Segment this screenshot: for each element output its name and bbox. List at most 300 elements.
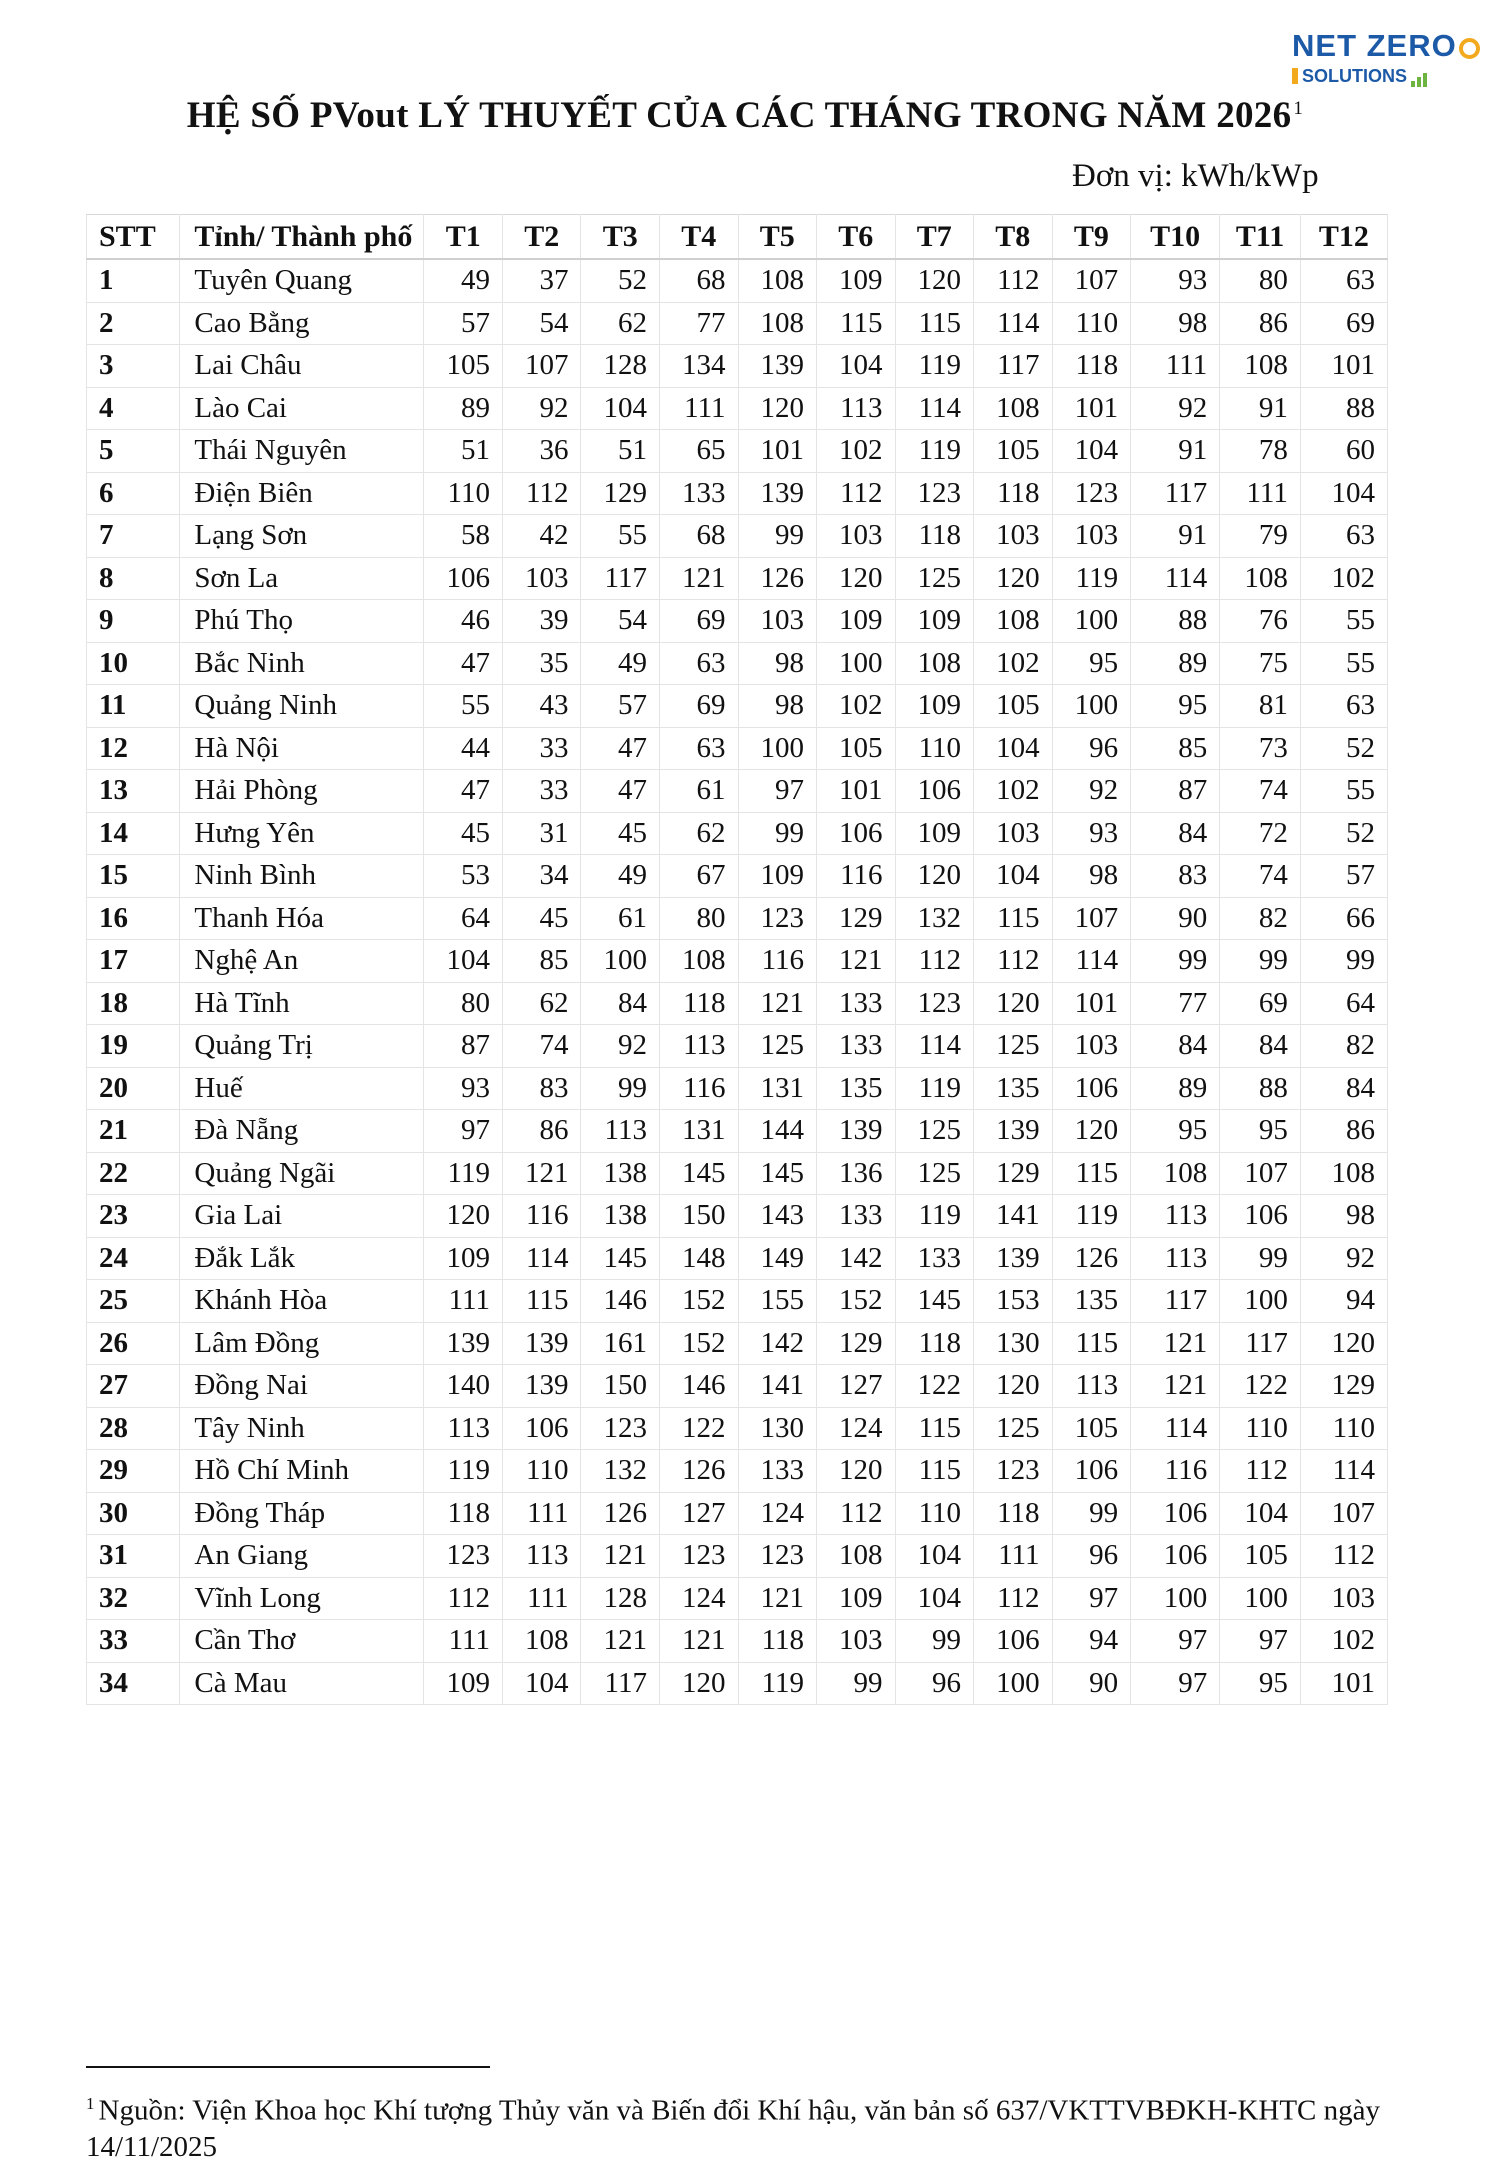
pvout-cell: 45 — [424, 812, 503, 855]
pvout-cell: 150 — [581, 1365, 660, 1408]
pvout-cell: 88 — [1220, 1067, 1301, 1110]
logo-wordmark: NET ZERO — [1292, 28, 1462, 64]
province-name: Đắk Lắk — [180, 1237, 424, 1280]
pvout-cell: 112 — [1220, 1450, 1301, 1493]
pvout-cell: 152 — [659, 1322, 738, 1365]
table-row — [87, 1577, 1388, 1620]
pvout-cell: 120 — [1052, 1110, 1131, 1153]
pvout-cell: 55 — [1300, 642, 1387, 685]
pvout-cell: 104 — [974, 727, 1053, 770]
pvout-cell: 112 — [895, 940, 974, 983]
pvout-cell: 98 — [1300, 1195, 1387, 1238]
province-name: Hải Phòng — [180, 770, 424, 813]
pvout-cell: 115 — [1052, 1152, 1131, 1195]
pvout-cell: 130 — [974, 1322, 1053, 1365]
pvout-cell: 131 — [659, 1110, 738, 1153]
pvout-cell: 127 — [817, 1365, 896, 1408]
pvout-cell: 105 — [1220, 1535, 1301, 1578]
pvout-cell: 145 — [659, 1152, 738, 1195]
pvout-cell: 133 — [817, 1025, 896, 1068]
pvout-cell: 125 — [974, 1025, 1053, 1068]
pvout-cell: 111 — [424, 1280, 503, 1323]
pvout-cell: 139 — [738, 472, 817, 515]
pvout-cell: 103 — [974, 515, 1053, 558]
row-number: 10 — [87, 642, 180, 685]
pvout-cell: 115 — [895, 1450, 974, 1493]
pvout-cell: 111 — [1131, 345, 1220, 388]
row-number: 22 — [87, 1152, 180, 1195]
pvout-cell: 133 — [817, 1195, 896, 1238]
table-row — [87, 812, 1388, 855]
pvout-cell: 149 — [738, 1237, 817, 1280]
table-row — [87, 982, 1388, 1025]
pvout-cell: 43 — [502, 685, 581, 728]
province-name: An Giang — [180, 1535, 424, 1578]
pvout-cell: 103 — [817, 515, 896, 558]
pvout-cell: 74 — [502, 1025, 581, 1068]
pvout-cell: 117 — [581, 557, 660, 600]
pvout-cell: 101 — [738, 430, 817, 473]
pvout-cell: 116 — [738, 940, 817, 983]
column-header: T1 — [424, 215, 503, 260]
pvout-cell: 130 — [738, 1407, 817, 1450]
pvout-cell: 123 — [895, 472, 974, 515]
table-row — [87, 1662, 1388, 1705]
pvout-cell: 152 — [817, 1280, 896, 1323]
pvout-cell: 52 — [1300, 727, 1387, 770]
pvout-cell: 58 — [424, 515, 503, 558]
pvout-cell: 150 — [659, 1195, 738, 1238]
pvout-cell: 104 — [1220, 1492, 1301, 1535]
pvout-cell: 106 — [1131, 1535, 1220, 1578]
pvout-cell: 84 — [1131, 812, 1220, 855]
pvout-cell: 119 — [895, 1067, 974, 1110]
province-name: Thái Nguyên — [180, 430, 424, 473]
pvout-cell: 84 — [1220, 1025, 1301, 1068]
pvout-cell: 120 — [895, 855, 974, 898]
province-name: Lâm Đồng — [180, 1322, 424, 1365]
pvout-cell: 89 — [424, 387, 503, 430]
pvout-cell: 99 — [1131, 940, 1220, 983]
pvout-cell: 129 — [817, 1322, 896, 1365]
pvout-cell: 133 — [895, 1237, 974, 1280]
pvout-cell: 46 — [424, 600, 503, 643]
row-number: 4 — [87, 387, 180, 430]
pvout-cell: 93 — [1052, 812, 1131, 855]
pvout-cell: 108 — [738, 259, 817, 302]
table-row — [87, 897, 1388, 940]
pvout-cell: 110 — [1220, 1407, 1301, 1450]
table-row — [87, 1492, 1388, 1535]
pvout-cell: 126 — [659, 1450, 738, 1493]
pvout-cell: 63 — [1300, 259, 1387, 302]
table-row — [87, 855, 1388, 898]
pvout-cell: 121 — [502, 1152, 581, 1195]
pvout-cell: 140 — [424, 1365, 503, 1408]
province-name: Sơn La — [180, 557, 424, 600]
pvout-cell: 49 — [581, 642, 660, 685]
pvout-cell: 120 — [738, 387, 817, 430]
pvout-cell: 104 — [974, 855, 1053, 898]
pvout-cell: 99 — [1300, 940, 1387, 983]
row-number: 16 — [87, 897, 180, 940]
pvout-cell: 57 — [581, 685, 660, 728]
pvout-cell: 84 — [581, 982, 660, 1025]
pvout-cell: 131 — [738, 1067, 817, 1110]
pvout-cell: 124 — [817, 1407, 896, 1450]
pvout-cell: 92 — [1131, 387, 1220, 430]
pvout-cell: 119 — [895, 1195, 974, 1238]
pvout-cell: 87 — [1131, 770, 1220, 813]
pvout-cell: 125 — [895, 557, 974, 600]
column-header: T3 — [581, 215, 660, 260]
pvout-cell: 55 — [424, 685, 503, 728]
pvout-cell: 115 — [895, 1407, 974, 1450]
pvout-cell: 95 — [1220, 1110, 1301, 1153]
pvout-cell: 104 — [895, 1577, 974, 1620]
pvout-cell: 135 — [817, 1067, 896, 1110]
province-name: Cao Bằng — [180, 302, 424, 345]
row-number: 3 — [87, 345, 180, 388]
pvout-cell: 116 — [502, 1195, 581, 1238]
pvout-cell: 117 — [1131, 1280, 1220, 1323]
pvout-cell: 62 — [659, 812, 738, 855]
pvout-cell: 119 — [895, 345, 974, 388]
pvout-cell: 125 — [895, 1110, 974, 1153]
pvout-cell: 152 — [659, 1280, 738, 1323]
province-name: Tây Ninh — [180, 1407, 424, 1450]
pvout-cell: 113 — [581, 1110, 660, 1153]
pvout-cell: 121 — [817, 940, 896, 983]
row-number: 14 — [87, 812, 180, 855]
pvout-cell: 101 — [1300, 345, 1387, 388]
pvout-cell: 80 — [659, 897, 738, 940]
pvout-cell: 109 — [424, 1237, 503, 1280]
province-name: Thanh Hóa — [180, 897, 424, 940]
footnote-ref: 1 — [1293, 97, 1304, 119]
pvout-cell: 103 — [502, 557, 581, 600]
pvout-cell: 73 — [1220, 727, 1301, 770]
pvout-cell: 127 — [659, 1492, 738, 1535]
pvout-cell: 114 — [1131, 1407, 1220, 1450]
pvout-cell: 83 — [1131, 855, 1220, 898]
pvout-cell: 82 — [1300, 1025, 1387, 1068]
pvout-cell: 115 — [895, 302, 974, 345]
pvout-cell: 133 — [659, 472, 738, 515]
pvout-cell: 124 — [738, 1492, 817, 1535]
pvout-cell: 143 — [738, 1195, 817, 1238]
pvout-cell: 123 — [974, 1450, 1053, 1493]
logo-mark-icon — [1292, 68, 1298, 84]
province-name: Lào Cai — [180, 387, 424, 430]
province-name: Lạng Sơn — [180, 515, 424, 558]
row-number: 26 — [87, 1322, 180, 1365]
pvout-cell: 47 — [424, 770, 503, 813]
pvout-cell: 53 — [424, 855, 503, 898]
pvout-cell: 109 — [895, 600, 974, 643]
pvout-cell: 45 — [502, 897, 581, 940]
pvout-cell: 136 — [817, 1152, 896, 1195]
pvout-cell: 123 — [895, 982, 974, 1025]
pvout-cell: 123 — [581, 1407, 660, 1450]
pvout-cell: 72 — [1220, 812, 1301, 855]
pvout-cell: 104 — [424, 940, 503, 983]
pvout-cell: 111 — [974, 1535, 1053, 1578]
pvout-cell: 120 — [817, 557, 896, 600]
pvout-cell: 144 — [738, 1110, 817, 1153]
column-header: T6 — [817, 215, 896, 260]
table-row — [87, 1067, 1388, 1110]
pvout-cell: 115 — [817, 302, 896, 345]
pvout-cell: 118 — [659, 982, 738, 1025]
pvout-cell: 106 — [424, 557, 503, 600]
pvout-cell: 120 — [424, 1195, 503, 1238]
pvout-cell: 118 — [895, 1322, 974, 1365]
pvout-cell: 79 — [1220, 515, 1301, 558]
pvout-cell: 94 — [1052, 1620, 1131, 1663]
pvout-cell: 104 — [581, 387, 660, 430]
pvout-cell: 36 — [502, 430, 581, 473]
pvout-cell: 102 — [974, 770, 1053, 813]
pvout-cell: 34 — [502, 855, 581, 898]
pvout-cell: 66 — [1300, 897, 1387, 940]
pvout-cell: 102 — [817, 685, 896, 728]
pvout-cell: 31 — [502, 812, 581, 855]
pvout-cell: 102 — [817, 430, 896, 473]
pvout-cell: 129 — [974, 1152, 1053, 1195]
pvout-cell: 49 — [424, 259, 503, 302]
pvout-cell: 148 — [659, 1237, 738, 1280]
row-number: 9 — [87, 600, 180, 643]
province-name: Quảng Ninh — [180, 685, 424, 728]
pvout-cell: 109 — [817, 1577, 896, 1620]
pvout-cell: 106 — [502, 1407, 581, 1450]
pvout-cell: 121 — [581, 1620, 660, 1663]
pvout-cell: 104 — [895, 1535, 974, 1578]
pvout-cell: 64 — [424, 897, 503, 940]
pvout-cell: 103 — [1052, 515, 1131, 558]
column-header: STT — [87, 215, 180, 260]
pvout-cell: 109 — [895, 685, 974, 728]
pvout-cell: 112 — [1300, 1535, 1387, 1578]
province-name: Ninh Bình — [180, 855, 424, 898]
pvout-cell: 96 — [1052, 727, 1131, 770]
pvout-cell: 80 — [424, 982, 503, 1025]
province-name: Huế — [180, 1067, 424, 1110]
pvout-cell: 118 — [895, 515, 974, 558]
table-row — [87, 1407, 1388, 1450]
pvout-cell: 114 — [895, 1025, 974, 1068]
row-number: 11 — [87, 685, 180, 728]
pvout-cell: 145 — [738, 1152, 817, 1195]
pvout-cell: 94 — [1300, 1280, 1387, 1323]
column-header: T11 — [1220, 215, 1301, 260]
pvout-cell: 119 — [1052, 557, 1131, 600]
pvout-cell: 96 — [1052, 1535, 1131, 1578]
pvout-cell: 47 — [581, 770, 660, 813]
pvout-cell: 112 — [817, 1492, 896, 1535]
table-row — [87, 259, 1388, 302]
row-number: 24 — [87, 1237, 180, 1280]
pvout-cell: 64 — [1300, 982, 1387, 1025]
pvout-cell: 146 — [659, 1365, 738, 1408]
province-name: Hồ Chí Minh — [180, 1450, 424, 1493]
pvout-cell: 98 — [1131, 302, 1220, 345]
pvout-cell: 112 — [974, 1577, 1053, 1620]
row-number: 1 — [87, 259, 180, 302]
pvout-cell: 107 — [1052, 259, 1131, 302]
pvout-cell: 109 — [424, 1662, 503, 1705]
pvout-cell: 88 — [1300, 387, 1387, 430]
pvout-cell: 95 — [1131, 685, 1220, 728]
table-row — [87, 1195, 1388, 1238]
pvout-cell: 139 — [817, 1110, 896, 1153]
column-header: T8 — [974, 215, 1053, 260]
pvout-cell: 108 — [974, 600, 1053, 643]
row-number: 29 — [87, 1450, 180, 1493]
row-number: 13 — [87, 770, 180, 813]
pvout-cell: 91 — [1131, 515, 1220, 558]
pvout-cell: 139 — [974, 1237, 1053, 1280]
column-header: T4 — [659, 215, 738, 260]
pvout-cell: 97 — [1131, 1662, 1220, 1705]
pvout-cell: 93 — [424, 1067, 503, 1110]
pvout-cell: 102 — [1300, 1620, 1387, 1663]
pvout-cell: 153 — [974, 1280, 1053, 1323]
pvout-cell: 52 — [581, 259, 660, 302]
pvout-cell: 69 — [659, 600, 738, 643]
pvout-cell: 104 — [1052, 430, 1131, 473]
pvout-cell: 110 — [1052, 302, 1131, 345]
pvout-cell: 114 — [502, 1237, 581, 1280]
pvout-cell: 101 — [817, 770, 896, 813]
pvout-cell: 99 — [1220, 1237, 1301, 1280]
pvout-cell: 110 — [895, 727, 974, 770]
pvout-cell: 123 — [738, 897, 817, 940]
pvout-cell: 55 — [1300, 770, 1387, 813]
pvout-cell: 99 — [738, 515, 817, 558]
province-name: Điện Biên — [180, 472, 424, 515]
province-name: Vĩnh Long — [180, 1577, 424, 1620]
pvout-cell: 62 — [502, 982, 581, 1025]
pvout-cell: 114 — [895, 387, 974, 430]
pvout-cell: 99 — [1052, 1492, 1131, 1535]
pvout-cell: 99 — [581, 1067, 660, 1110]
pvout-cell: 33 — [502, 727, 581, 770]
pvout-cell: 95 — [1220, 1662, 1301, 1705]
row-number: 12 — [87, 727, 180, 770]
pvout-cell: 145 — [895, 1280, 974, 1323]
pvout-cell: 109 — [895, 812, 974, 855]
pvout-cell: 85 — [1131, 727, 1220, 770]
pvout-cell: 89 — [1131, 642, 1220, 685]
pvout-cell: 107 — [502, 345, 581, 388]
pvout-cell: 121 — [659, 557, 738, 600]
pvout-cell: 120 — [974, 557, 1053, 600]
pvout-cell: 98 — [738, 685, 817, 728]
pvout-cell: 101 — [1052, 982, 1131, 1025]
pvout-cell: 110 — [895, 1492, 974, 1535]
pvout-cell: 129 — [817, 897, 896, 940]
province-name: Phú Thọ — [180, 600, 424, 643]
pvout-cell: 86 — [502, 1110, 581, 1153]
pvout-cell: 63 — [659, 727, 738, 770]
pvout-cell: 100 — [1220, 1280, 1301, 1323]
pvout-cell: 93 — [1131, 259, 1220, 302]
pvout-cell: 74 — [1220, 855, 1301, 898]
table-row — [87, 1535, 1388, 1578]
pvout-cell: 51 — [581, 430, 660, 473]
table-row — [87, 1280, 1388, 1323]
pvout-cell: 102 — [974, 642, 1053, 685]
pvout-cell: 85 — [502, 940, 581, 983]
pvout-cell: 63 — [1300, 515, 1387, 558]
pvout-cell: 108 — [738, 302, 817, 345]
net-zero-solutions-logo — [1292, 28, 1462, 88]
pvout-cell: 111 — [502, 1492, 581, 1535]
pvout-cell: 97 — [1052, 1577, 1131, 1620]
pvout-cell: 99 — [1220, 940, 1301, 983]
table-header-row — [87, 215, 1388, 260]
table-row — [87, 642, 1388, 685]
footnote-divider — [86, 2066, 490, 2068]
pvout-cell: 92 — [1300, 1237, 1387, 1280]
pvout-cell: 142 — [817, 1237, 896, 1280]
pvout-cell: 100 — [1052, 685, 1131, 728]
page-title: HỆ SỐ PVout LÝ THUYẾT CỦA CÁC THÁNG TRONG NĂM 2026 $^1$ — [186, 95, 1304, 136]
table-row — [87, 685, 1388, 728]
pvout-cell: 113 — [1131, 1195, 1220, 1238]
pvout-cell: 106 — [1052, 1450, 1131, 1493]
pvout-cell: 100 — [974, 1662, 1053, 1705]
pvout-cell: 68 — [659, 259, 738, 302]
pvout-cell: 108 — [1300, 1152, 1387, 1195]
pvout-cell: 135 — [974, 1067, 1053, 1110]
pvout-cell: 69 — [1220, 982, 1301, 1025]
row-number: 19 — [87, 1025, 180, 1068]
pvout-cell: 91 — [1220, 387, 1301, 430]
pvout-cell: 104 — [1300, 472, 1387, 515]
pvout-cell: 125 — [974, 1407, 1053, 1450]
pvout-cell: 69 — [659, 685, 738, 728]
pvout-cell: 120 — [659, 1662, 738, 1705]
pvout-cell: 104 — [502, 1662, 581, 1705]
province-name: Tuyên Quang — [180, 259, 424, 302]
pvout-cell: 115 — [502, 1280, 581, 1323]
pvout-cell: 54 — [581, 600, 660, 643]
pvout-cell: 105 — [974, 430, 1053, 473]
pvout-cell: 111 — [502, 1577, 581, 1620]
pvout-cell: 90 — [1131, 897, 1220, 940]
pvout-cell: 77 — [1131, 982, 1220, 1025]
pvout-cell: 84 — [1300, 1067, 1387, 1110]
pvout-cell: 106 — [895, 770, 974, 813]
province-name: Cần Thơ — [180, 1620, 424, 1663]
pvout-cell: 123 — [659, 1535, 738, 1578]
pvout-cell: 146 — [581, 1280, 660, 1323]
province-name: Nghệ An — [180, 940, 424, 983]
pvout-cell: 145 — [581, 1237, 660, 1280]
pvout-cell: 139 — [502, 1322, 581, 1365]
pvout-cell: 116 — [817, 855, 896, 898]
pvout-cell: 105 — [974, 685, 1053, 728]
pvout-cell: 118 — [738, 1620, 817, 1663]
pvout-cell: 101 — [1300, 1662, 1387, 1705]
pvout-cell: 116 — [1131, 1450, 1220, 1493]
pvout-cell: 98 — [1052, 855, 1131, 898]
table-row — [87, 302, 1388, 345]
pvout-cell: 107 — [1300, 1492, 1387, 1535]
